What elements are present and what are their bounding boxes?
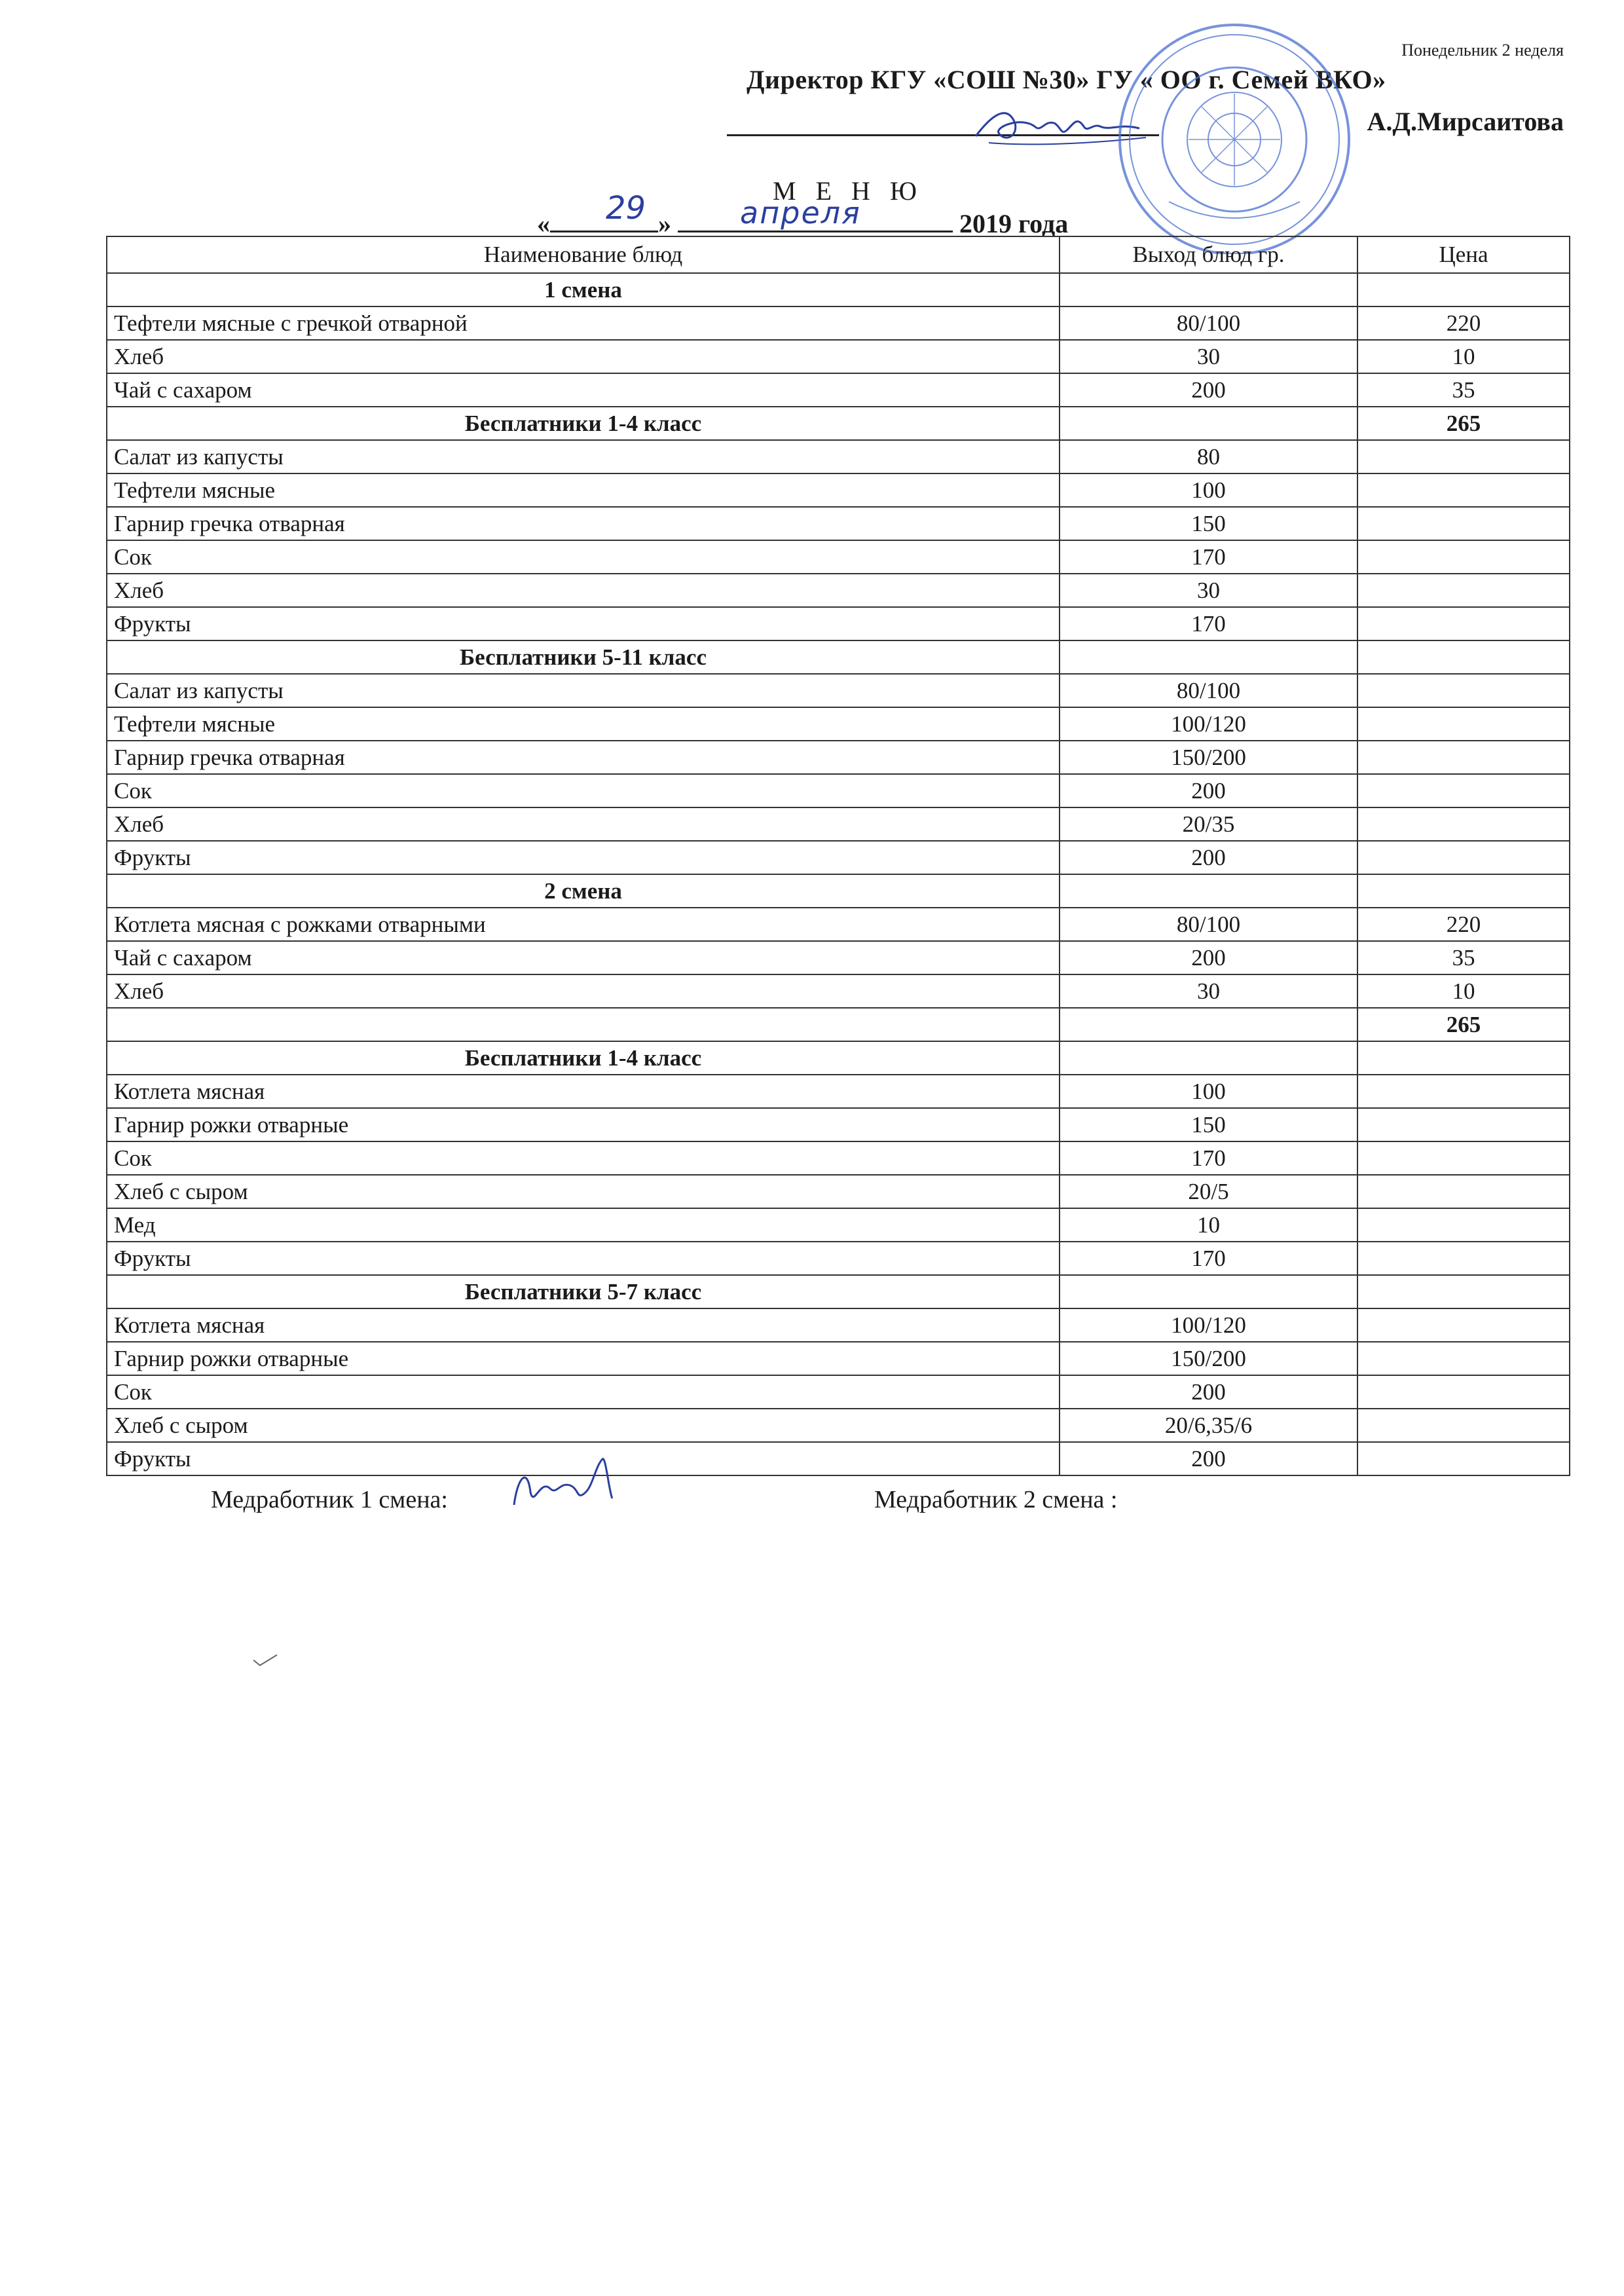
portion-weight-cell: 150/200 xyxy=(1060,741,1357,774)
table-header-row xyxy=(107,236,1570,273)
price-cell xyxy=(1357,640,1570,674)
close-quote: » xyxy=(658,209,671,238)
checkmark-icon xyxy=(252,1654,278,1667)
dish-name-cell: Мед xyxy=(107,1208,1060,1242)
dish-name-cell: Сок xyxy=(107,540,1060,574)
portion-weight-cell: 150 xyxy=(1060,1108,1357,1141)
table-row xyxy=(107,340,1570,373)
section-row xyxy=(107,874,1570,908)
director-name: А.Д.Мирсаитова xyxy=(1367,107,1564,136)
dish-name-cell: Фрукты xyxy=(107,841,1060,874)
year-text: 2019 года xyxy=(959,209,1069,238)
dish-name-cell: Гарнир рожки отварные xyxy=(107,1108,1060,1141)
table-row xyxy=(107,841,1570,874)
medic-shift-2-label: Медработник 2 смена : xyxy=(874,1486,1118,1513)
price-cell xyxy=(1357,1442,1570,1475)
price-cell xyxy=(1357,1141,1570,1175)
header-dish-name: Наименование блюд xyxy=(107,236,1060,273)
dish-name-cell: Тефтели мясные xyxy=(107,473,1060,507)
portion-weight-cell: 170 xyxy=(1060,1242,1357,1275)
price-cell xyxy=(1357,841,1570,874)
price-cell xyxy=(1357,707,1570,741)
price-cell: 220 xyxy=(1357,908,1570,941)
price-cell xyxy=(1357,1342,1570,1375)
dish-name-cell: Гарнир гречка отварная xyxy=(107,507,1060,540)
dish-name-cell: Котлета мясная с рожками отварными xyxy=(107,908,1060,941)
portion-weight-cell xyxy=(1060,407,1357,440)
table-row xyxy=(107,306,1570,340)
price-cell xyxy=(1357,574,1570,607)
portion-weight-cell: 100 xyxy=(1060,473,1357,507)
table-row xyxy=(107,1375,1570,1409)
table-row xyxy=(107,1141,1570,1175)
portion-weight-cell: 100/120 xyxy=(1060,1308,1357,1342)
portion-weight-cell: 200 xyxy=(1060,774,1357,807)
dish-name-cell: Сок xyxy=(107,774,1060,807)
header-price: Цена xyxy=(1357,236,1570,273)
table-row xyxy=(107,607,1570,640)
price-cell: 10 xyxy=(1357,340,1570,373)
table-row xyxy=(107,1308,1570,1342)
dish-name-cell: Хлеб xyxy=(107,974,1060,1008)
portion-weight-cell: 170 xyxy=(1060,540,1357,574)
medic-shift-1-label: Медработник 1 смена: xyxy=(211,1486,448,1513)
price-cell xyxy=(1357,473,1570,507)
dish-name-cell: Хлеб xyxy=(107,807,1060,841)
table-row xyxy=(107,674,1570,707)
director-title: Директор КГУ «СОШ №30» ГУ « ОО г. Семей ВКО» xyxy=(747,65,1386,94)
section-row xyxy=(107,407,1570,440)
table-row xyxy=(107,1409,1570,1442)
portion-weight-cell: 30 xyxy=(1060,340,1357,373)
portion-weight-cell: 170 xyxy=(1060,1141,1357,1175)
price-cell xyxy=(1357,607,1570,640)
price-cell xyxy=(1357,1041,1570,1075)
dish-name-cell: Фрукты xyxy=(107,607,1060,640)
dish-name-cell: Сок xyxy=(107,1141,1060,1175)
price-cell xyxy=(1357,674,1570,707)
portion-weight-cell: 30 xyxy=(1060,974,1357,1008)
price-cell: 10 xyxy=(1357,974,1570,1008)
price-cell xyxy=(1357,440,1570,473)
open-quote: « xyxy=(537,209,550,238)
portion-weight-cell: 80/100 xyxy=(1060,908,1357,941)
table-row xyxy=(107,908,1570,941)
portion-weight-cell: 150 xyxy=(1060,507,1357,540)
table-row xyxy=(107,540,1570,574)
handwritten-month: апреля xyxy=(740,195,861,231)
price-cell xyxy=(1357,874,1570,908)
table-row xyxy=(107,1008,1570,1041)
portion-weight-cell xyxy=(1060,874,1357,908)
dish-name-cell xyxy=(107,1008,1060,1041)
dish-name-cell: Котлета мясная xyxy=(107,1308,1060,1342)
dish-name-cell: Тефтели мясные xyxy=(107,707,1060,741)
table-row xyxy=(107,1075,1570,1108)
price-cell xyxy=(1357,273,1570,306)
table-row xyxy=(107,473,1570,507)
portion-weight-cell: 20/6,35/6 xyxy=(1060,1409,1357,1442)
dish-name-cell: Чай с сахаром xyxy=(107,373,1060,407)
price-cell xyxy=(1357,741,1570,774)
section-row xyxy=(107,1275,1570,1308)
handwritten-day: 29 xyxy=(606,190,646,227)
header-portion-weight: Выход блюд гр. xyxy=(1060,236,1357,273)
price-cell xyxy=(1357,540,1570,574)
table-row xyxy=(107,774,1570,807)
menu-table xyxy=(106,236,1570,1476)
dish-name-cell: Бесплатники 1-4 класс xyxy=(107,1041,1060,1075)
dish-name-cell: 2 смена xyxy=(107,874,1060,908)
portion-weight-cell: 30 xyxy=(1060,574,1357,607)
price-cell: 265 xyxy=(1357,407,1570,440)
portion-weight-cell: 80/100 xyxy=(1060,674,1357,707)
table-row xyxy=(107,741,1570,774)
price-cell: 35 xyxy=(1357,373,1570,407)
portion-weight-cell xyxy=(1060,640,1357,674)
price-cell xyxy=(1357,807,1570,841)
table-row xyxy=(107,941,1570,974)
price-cell xyxy=(1357,1175,1570,1208)
price-cell: 265 xyxy=(1357,1008,1570,1041)
dish-name-cell: 1 смена xyxy=(107,273,1060,306)
medic-signature-icon xyxy=(504,1453,629,1518)
price-cell xyxy=(1357,1075,1570,1108)
dish-name-cell: Чай с сахаром xyxy=(107,941,1060,974)
dish-name-cell: Салат из капусты xyxy=(107,440,1060,473)
dish-name-cell: Сок xyxy=(107,1375,1060,1409)
table-row xyxy=(107,1208,1570,1242)
menu-title: М Е Н Ю xyxy=(773,176,923,206)
dish-name-cell: Бесплатники 1-4 класс xyxy=(107,407,1060,440)
dish-name-cell: Котлета мясная xyxy=(107,1075,1060,1108)
table-row xyxy=(107,373,1570,407)
portion-weight-cell: 150/200 xyxy=(1060,1342,1357,1375)
dish-name-cell: Тефтели мясные с гречкой отварной xyxy=(107,306,1060,340)
table-row xyxy=(107,1108,1570,1141)
round-seal-stamp-icon xyxy=(1074,12,1395,254)
table-row xyxy=(107,1175,1570,1208)
portion-weight-cell: 80/100 xyxy=(1060,306,1357,340)
table-row xyxy=(107,507,1570,540)
price-cell xyxy=(1357,1375,1570,1409)
table-row xyxy=(107,974,1570,1008)
table-row xyxy=(107,1242,1570,1275)
price-cell xyxy=(1357,1242,1570,1275)
portion-weight-cell xyxy=(1060,273,1357,306)
dish-name-cell: Хлеб с сыром xyxy=(107,1175,1060,1208)
dish-name-cell: Фрукты xyxy=(107,1442,1060,1475)
price-cell xyxy=(1357,1409,1570,1442)
portion-weight-cell xyxy=(1060,1041,1357,1075)
section-row xyxy=(107,273,1570,306)
portion-weight-cell: 200 xyxy=(1060,1375,1357,1409)
portion-weight-cell xyxy=(1060,1008,1357,1041)
dish-name-cell: Гарнир гречка отварная xyxy=(107,741,1060,774)
price-cell xyxy=(1357,1275,1570,1308)
price-cell xyxy=(1357,1208,1570,1242)
table-row xyxy=(107,1442,1570,1475)
section-row xyxy=(107,640,1570,674)
portion-weight-cell: 200 xyxy=(1060,1442,1357,1475)
table-row xyxy=(107,807,1570,841)
table-row xyxy=(107,707,1570,741)
portion-weight-cell: 100/120 xyxy=(1060,707,1357,741)
portion-weight-cell: 200 xyxy=(1060,941,1357,974)
price-cell: 35 xyxy=(1357,941,1570,974)
portion-weight-cell: 100 xyxy=(1060,1075,1357,1108)
portion-weight-cell: 20/35 xyxy=(1060,807,1357,841)
price-cell xyxy=(1357,507,1570,540)
table-row xyxy=(107,574,1570,607)
portion-weight-cell: 200 xyxy=(1060,841,1357,874)
portion-weight-cell xyxy=(1060,1275,1357,1308)
price-cell xyxy=(1357,1308,1570,1342)
price-cell: 220 xyxy=(1357,306,1570,340)
table-row xyxy=(107,1342,1570,1375)
portion-weight-cell: 200 xyxy=(1060,373,1357,407)
price-cell xyxy=(1357,774,1570,807)
dish-name-cell: Фрукты xyxy=(107,1242,1060,1275)
table-row xyxy=(107,440,1570,473)
dish-name-cell: Бесплатники 5-11 класс xyxy=(107,640,1060,674)
dish-name-cell: Бесплатники 5-7 класс xyxy=(107,1275,1060,1308)
dish-name-cell: Салат из капусты xyxy=(107,674,1060,707)
portion-weight-cell: 80 xyxy=(1060,440,1357,473)
portion-weight-cell: 20/5 xyxy=(1060,1175,1357,1208)
section-row xyxy=(107,1041,1570,1075)
dish-name-cell: Хлеб xyxy=(107,340,1060,373)
portion-weight-cell: 10 xyxy=(1060,1208,1357,1242)
dish-name-cell: Хлеб с сыром xyxy=(107,1409,1060,1442)
price-cell xyxy=(1357,1108,1570,1141)
dish-name-cell: Гарнир рожки отварные xyxy=(107,1342,1060,1375)
dish-name-cell: Хлеб xyxy=(107,574,1060,607)
portion-weight-cell: 170 xyxy=(1060,607,1357,640)
week-note: Понедельник 2 неделя xyxy=(1401,41,1564,60)
